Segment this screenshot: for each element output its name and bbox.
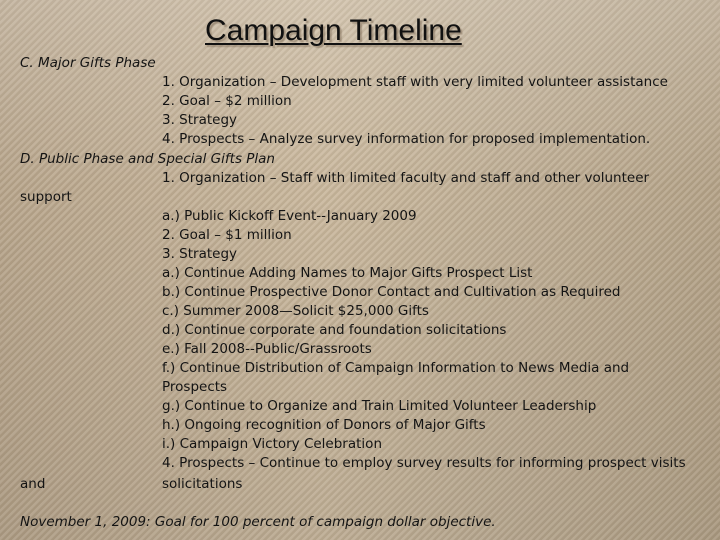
list-item: 3. Strategy [162, 246, 238, 262]
list-item: 4. Prospects – Continue to employ survey results for informing prospect visits [162, 455, 686, 471]
list-item: g.) Continue to Organize and Train Limited Volunteer Leadership [162, 398, 597, 414]
section-heading-public-phase: D. Public Phase and Special Gifts Plan [20, 151, 275, 167]
list-item-continuation: solicitations [162, 476, 243, 492]
list-item: c.) Summer 2008—Solicit $25,000 Gifts [162, 303, 429, 319]
list-item: f.) Continue Distribution of Campaign Information to News Media and [162, 360, 630, 376]
list-item: a.) Continue Adding Names to Major Gifts Prospect List [162, 265, 533, 281]
list-item: 2. Goal – $2 million [162, 93, 292, 109]
list-item-continuation: Prospects [162, 379, 228, 395]
wrapped-word-and: and [20, 476, 46, 492]
list-item: 2. Goal – $1 million [162, 227, 292, 243]
list-item: e.) Fall 2008--Public/Grassroots [162, 341, 372, 357]
list-item: 4. Prospects – Analyze survey information for proposed implementation. [162, 131, 651, 147]
list-item: i.) Campaign Victory Celebration [162, 436, 382, 452]
wrapped-word-support: support [20, 189, 72, 205]
list-item: 1. Organization – Development staff with very limited volunteer assistance [162, 74, 668, 90]
section-heading-major-gifts: C. Major Gifts Phase [20, 55, 156, 71]
footer-note: November 1, 2009: Goal for 100 percent of campaign dollar objective. [20, 514, 496, 530]
list-item: h.) Ongoing recognition of Donors of Major Gifts [162, 417, 486, 433]
slide-title: Campaign Timeline [205, 14, 462, 47]
list-item: b.) Continue Prospective Donor Contact and Cultivation as Required [162, 284, 621, 300]
list-item: d.) Continue corporate and foundation solicitations [162, 322, 507, 338]
list-item: 1. Organization – Staff with limited faculty and staff and other volunteer [162, 170, 650, 186]
list-item: 3. Strategy [162, 112, 238, 128]
list-item: a.) Public Kickoff Event--January 2009 [162, 208, 417, 224]
